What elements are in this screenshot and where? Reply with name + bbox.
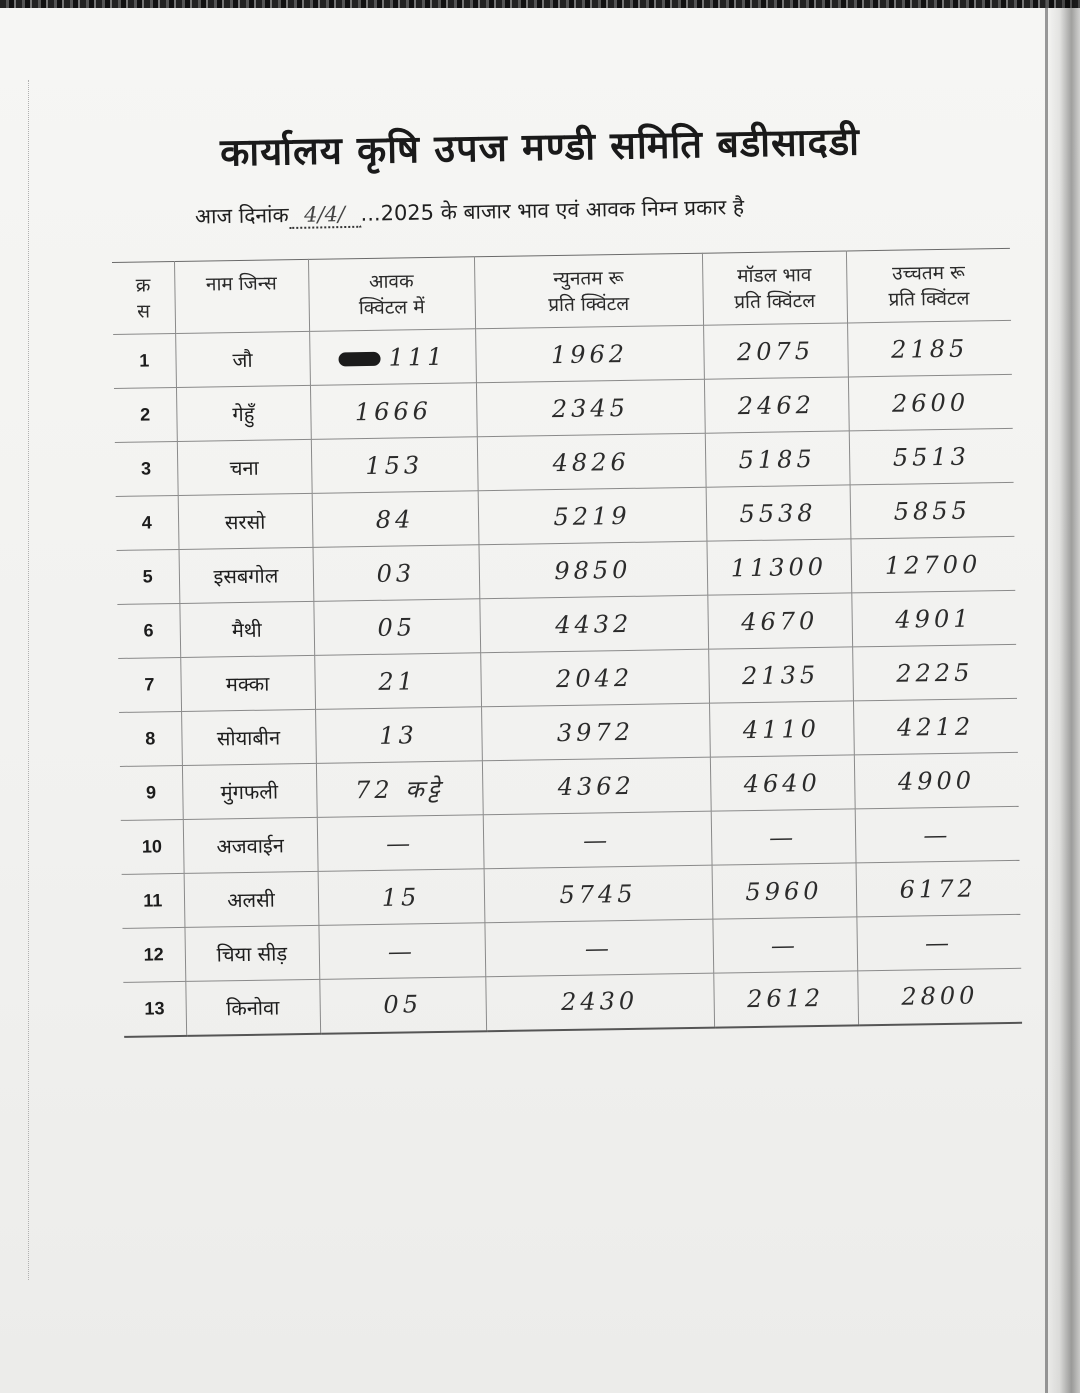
row-min-price: 4432 [479, 595, 708, 653]
row-serial: 8 [119, 711, 182, 766]
row-modal-price: 4670 [707, 593, 852, 649]
office-title: कार्यालय कृषि उपज मण्डी समिति बडीसादडी [219, 119, 861, 175]
header-min-price: न्युनतम रू प्रति क्विंटल [474, 253, 703, 329]
row-crop: किनोवा [185, 979, 320, 1035]
row-crop: चिया सीड़ [184, 925, 319, 981]
handwritten-date: 4/4/ [288, 202, 360, 229]
row-arrival: 153 [311, 437, 478, 494]
row-crop: जौ [175, 331, 310, 387]
row-serial: 12 [122, 927, 185, 982]
row-max-price: 4900 [854, 752, 1019, 809]
header-arrival: आवक क्विंटल में [308, 257, 475, 332]
row-crop: चना [177, 439, 312, 495]
row-modal-price: 4640 [710, 755, 855, 811]
row-max-price: 2185 [847, 320, 1012, 377]
row-min-price: 4362 [482, 757, 711, 815]
row-min-price: 5745 [484, 865, 713, 923]
row-serial: 2 [114, 388, 177, 443]
row-max-price: 5513 [849, 428, 1014, 485]
row-max-price: 12700 [850, 536, 1015, 593]
header-serial: क्र स [112, 262, 175, 335]
row-min-price: 2430 [485, 973, 714, 1031]
row-min-price: 2042 [480, 649, 709, 707]
row-crop: मैथी [179, 601, 314, 657]
row-modal-price: 4110 [709, 701, 854, 757]
date-prefix: आज दिनांक [194, 203, 289, 229]
row-min-price: 3972 [481, 703, 710, 761]
row-min-price: — [483, 811, 712, 869]
row-max-price: — [855, 806, 1020, 863]
row-serial: 6 [117, 603, 180, 658]
row-min-price: 1962 [475, 325, 704, 383]
row-crop: मुंगफली [182, 763, 317, 819]
row-arrival: 03 [313, 545, 480, 602]
row-max-price: 5855 [850, 482, 1015, 539]
market-rate-table-wrapper [112, 248, 1022, 1052]
date-year: ...2025 [360, 200, 435, 226]
row-arrival: 21 [314, 653, 481, 710]
row-serial: 11 [122, 873, 185, 928]
row-max-price: 4212 [853, 698, 1018, 755]
scan-left-artifact [28, 80, 30, 1280]
row-serial: 1 [113, 334, 176, 389]
row-modal-price: 5185 [705, 431, 850, 487]
row-max-price: 2600 [848, 374, 1013, 431]
row-modal-price: 11300 [706, 539, 851, 595]
row-serial: 10 [121, 819, 184, 874]
row-min-price: 5219 [478, 487, 707, 545]
row-modal-price: — [711, 809, 856, 865]
row-crop: इसबगोल [179, 547, 314, 603]
row-modal-price: — [712, 917, 857, 973]
row-max-price: 2800 [857, 968, 1022, 1025]
row-modal-price: 2135 [708, 647, 853, 703]
row-crop: सोयाबीन [181, 709, 316, 765]
header-max-price: उच्चतम रू प्रति क्विंटल [846, 248, 1011, 323]
row-modal-price: 5960 [712, 863, 857, 919]
row-arrival: — [317, 815, 484, 872]
scribble-mark-icon [339, 352, 381, 367]
row-modal-price: 2462 [704, 377, 849, 433]
row-serial: 4 [116, 495, 179, 550]
row-arrival: 05 [319, 977, 486, 1034]
row-max-price: 6172 [856, 860, 1021, 917]
row-min-price: — [484, 919, 713, 977]
row-arrival: 1666 [310, 383, 477, 440]
row-crop: अलसी [184, 871, 319, 927]
row-arrival: — [318, 923, 485, 980]
scan-top-edge [0, 0, 1080, 8]
row-crop: अजवाईन [183, 817, 318, 873]
row-max-price: 4901 [851, 590, 1016, 647]
row-arrival: 13 [315, 707, 482, 764]
row-serial: 5 [117, 549, 180, 604]
row-crop: गेहुँ [176, 385, 311, 441]
date-suffix: के बाजार भाव एवं आवक निम्न प्रकार है [440, 195, 745, 225]
header-modal-price: मॉडल भाव प्रति क्विंटल [702, 251, 847, 325]
row-min-price: 4826 [477, 433, 706, 491]
row-serial: 3 [115, 442, 178, 497]
row-arrival: 111 [309, 329, 476, 386]
row-crop: मक्का [180, 655, 315, 711]
row-arrival: 15 [318, 869, 485, 926]
row-arrival: 05 [313, 599, 480, 656]
row-max-price: — [856, 914, 1021, 971]
row-modal-price: 2075 [703, 323, 848, 379]
row-arrival: 84 [312, 491, 479, 548]
header-crop-name: नाम जिन्स [174, 259, 309, 333]
row-min-price: 9850 [478, 541, 707, 599]
row-modal-price: 5538 [706, 485, 851, 541]
row-serial: 13 [123, 981, 186, 1036]
row-crop: सरसो [178, 493, 313, 549]
row-serial: 7 [118, 657, 181, 712]
scan-right-shadow [1046, 0, 1080, 1393]
row-arrival: 72 कट्टे [316, 761, 483, 818]
row-modal-price: 2612 [713, 971, 858, 1027]
row-serial: 9 [120, 765, 183, 820]
row-max-price: 2225 [852, 644, 1017, 701]
row-min-price: 2345 [476, 379, 705, 437]
market-rate-table [112, 248, 1022, 1038]
